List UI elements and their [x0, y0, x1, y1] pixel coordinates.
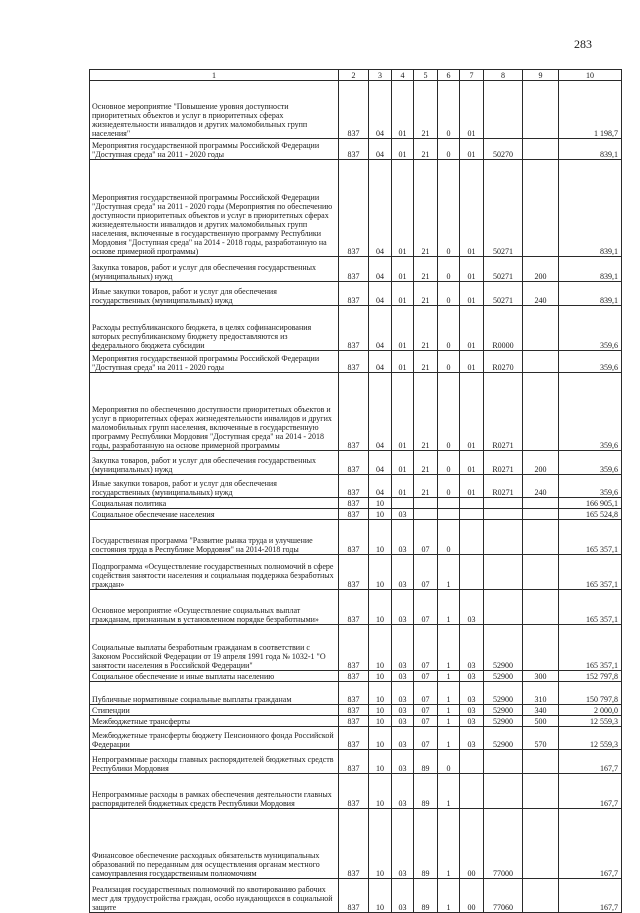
row-code: 01 [392, 451, 414, 475]
row-description: Закупка товаров, работ и услуг для обеспечения государственных (муниципальных) нужд [90, 451, 339, 475]
row-code: 837 [339, 509, 369, 520]
row-code [523, 750, 559, 774]
column-header: 4 [392, 70, 414, 81]
row-code: 04 [369, 160, 392, 257]
table-row [90, 774, 622, 809]
row-code: 21 [414, 451, 438, 475]
row-code: 89 [414, 879, 438, 913]
row-code: 1 [438, 682, 460, 705]
row-code: 77000 [484, 809, 523, 879]
row-code: 07 [414, 520, 438, 555]
row-code: 837 [339, 520, 369, 555]
row-code [484, 590, 523, 625]
row-amount: 167,7 [559, 809, 622, 879]
row-code [460, 750, 484, 774]
row-code: 1 [438, 705, 460, 716]
row-code: 01 [460, 475, 484, 498]
table-row [90, 682, 622, 705]
row-code: 00 [460, 809, 484, 879]
row-code: 01 [460, 160, 484, 257]
row-code: 21 [414, 306, 438, 351]
row-code: 03 [460, 716, 484, 727]
row-code: 21 [414, 160, 438, 257]
table-row [90, 625, 622, 671]
table-row [90, 139, 622, 160]
row-amount: 167,7 [559, 750, 622, 774]
table-row [90, 671, 622, 682]
row-code [523, 809, 559, 879]
row-code: 07 [414, 671, 438, 682]
row-code: 03 [392, 682, 414, 705]
row-description: Социальные выплаты безработным гражданам в соответствии с Законом Российской Федерации от 19 апреля 1991 года № 1032-1 "О занятости населения в Российской Федерации" [90, 625, 339, 671]
row-code: 837 [339, 590, 369, 625]
row-amount: 165 357,1 [559, 590, 622, 625]
row-code: 03 [460, 590, 484, 625]
row-code: 52900 [484, 727, 523, 750]
row-code: 10 [369, 716, 392, 727]
table-row [90, 475, 622, 498]
row-code: 00 [460, 879, 484, 913]
row-code: 03 [392, 716, 414, 727]
row-amount: 165 357,1 [559, 555, 622, 590]
row-code: 10 [369, 520, 392, 555]
row-amount: 12 559,3 [559, 716, 622, 727]
row-code: 07 [414, 727, 438, 750]
row-code [523, 373, 559, 451]
row-code: 1 [438, 625, 460, 671]
row-code [523, 160, 559, 257]
table-row [90, 509, 622, 520]
row-code: 01 [392, 257, 414, 282]
table-row [90, 590, 622, 625]
row-code: 03 [392, 509, 414, 520]
row-code: 837 [339, 257, 369, 282]
row-code: 03 [392, 750, 414, 774]
row-code: 1 [438, 774, 460, 809]
row-code: 03 [392, 671, 414, 682]
row-code: 01 [392, 475, 414, 498]
row-description: Основное мероприятие «Осуществление социальных выплат гражданам, признанным в установленном порядке безработными» [90, 590, 339, 625]
row-amount: 12 559,3 [559, 727, 622, 750]
row-code: 21 [414, 475, 438, 498]
table-row [90, 373, 622, 451]
row-code: 03 [392, 727, 414, 750]
column-header: 5 [414, 70, 438, 81]
table-row [90, 257, 622, 282]
table-row [90, 555, 622, 590]
row-code: 837 [339, 373, 369, 451]
row-code [460, 498, 484, 509]
row-code [523, 139, 559, 160]
row-code: 837 [339, 809, 369, 879]
table-row [90, 727, 622, 750]
row-code [484, 509, 523, 520]
row-code: 837 [339, 625, 369, 671]
row-code: 0 [438, 520, 460, 555]
row-code: 04 [369, 282, 392, 306]
row-code [484, 81, 523, 139]
row-code: 240 [523, 475, 559, 498]
row-code: 837 [339, 475, 369, 498]
row-code [414, 509, 438, 520]
row-code: 01 [392, 306, 414, 351]
row-description: Стипендии [90, 705, 339, 716]
row-description: Иные закупки товаров, работ и услуг для обеспечения государственных (муниципальных) нужд [90, 282, 339, 306]
row-description: Социальное обеспечение населения [90, 509, 339, 520]
row-code: 21 [414, 282, 438, 306]
row-code: R0000 [484, 306, 523, 351]
row-amount: 150 797,8 [559, 682, 622, 705]
row-amount: 359,6 [559, 451, 622, 475]
row-code: 837 [339, 498, 369, 509]
row-description: Мероприятия государственной программы Российской Федерации "Доступная среда" на 2011 - 2020 годы (Мероприятия по обеспечению доступности приоритетных объектов и услуг в приоритетных сферах жизнедеятельности инвалидов и других маломобильных групп населения, включенные в государственную программу Республики Мордовия "Доступная среда" на 2014 - 2018 годы, разработанную на основе примерной программы) [90, 160, 339, 257]
row-code: 837 [339, 451, 369, 475]
table-row [90, 879, 622, 913]
row-code: 04 [369, 351, 392, 373]
row-code: 04 [369, 81, 392, 139]
page-number: 283 [574, 37, 592, 51]
row-code: 0 [438, 282, 460, 306]
row-code [460, 520, 484, 555]
row-code: 837 [339, 774, 369, 809]
row-code: 89 [414, 750, 438, 774]
row-description: Непрограммные расходы в рамках обеспечения деятельности главных распорядителей бюджетных средств Республики Мордовия [90, 774, 339, 809]
column-header: 10 [559, 70, 622, 81]
row-code: 03 [392, 879, 414, 913]
row-code: R0271 [484, 373, 523, 451]
row-description: Социальное обеспечение и иные выплаты населению [90, 671, 339, 682]
table-row [90, 520, 622, 555]
row-code: 01 [392, 351, 414, 373]
row-code: 01 [460, 351, 484, 373]
row-description: Мероприятия государственной программы Российской Федерации "Доступная среда" на 2011 - 2020 годы [90, 139, 339, 160]
row-code: 1 [438, 809, 460, 879]
row-code: 837 [339, 81, 369, 139]
row-code: 03 [392, 520, 414, 555]
row-code: 07 [414, 590, 438, 625]
row-code: 07 [414, 705, 438, 716]
row-amount: 839,1 [559, 257, 622, 282]
table-row [90, 750, 622, 774]
row-code [438, 498, 460, 509]
row-code: 837 [339, 716, 369, 727]
row-code [460, 774, 484, 809]
row-code: 0 [438, 351, 460, 373]
row-code [523, 306, 559, 351]
row-code: 310 [523, 682, 559, 705]
row-code [523, 81, 559, 139]
table-row [90, 705, 622, 716]
row-code: 04 [369, 451, 392, 475]
row-code: 52900 [484, 671, 523, 682]
table-row [90, 809, 622, 879]
row-code: 0 [438, 257, 460, 282]
row-code: 01 [392, 81, 414, 139]
row-code: 89 [414, 809, 438, 879]
column-header: 8 [484, 70, 523, 81]
row-code: 07 [414, 682, 438, 705]
row-description: Межбюджетные трансферты бюджету Пенсионного фонда Российской Федерации [90, 727, 339, 750]
row-code: 03 [460, 671, 484, 682]
row-code: 03 [460, 705, 484, 716]
row-code: 01 [460, 139, 484, 160]
row-code: 10 [369, 727, 392, 750]
row-code: 10 [369, 555, 392, 590]
column-header: 6 [438, 70, 460, 81]
row-code: 03 [460, 682, 484, 705]
row-code: 1 [438, 555, 460, 590]
row-code: R0271 [484, 475, 523, 498]
row-code: 52900 [484, 716, 523, 727]
row-code: 10 [369, 509, 392, 520]
row-code: 0 [438, 373, 460, 451]
row-code: 837 [339, 139, 369, 160]
row-code: 04 [369, 373, 392, 451]
row-code [523, 509, 559, 520]
row-code: 21 [414, 257, 438, 282]
row-code: 89 [414, 774, 438, 809]
row-code: R0271 [484, 451, 523, 475]
row-code: 01 [392, 282, 414, 306]
row-code: R0270 [484, 351, 523, 373]
row-code: 0 [438, 139, 460, 160]
row-description: Подпрограмма «Осуществление государственных полномочий в сфере содействия занятости населения и социальная поддержка безработных граждан» [90, 555, 339, 590]
row-code: 07 [414, 555, 438, 590]
row-code [484, 555, 523, 590]
table-row [90, 81, 622, 139]
row-code: 03 [460, 625, 484, 671]
row-amount: 359,6 [559, 373, 622, 451]
row-amount: 166 905,1 [559, 498, 622, 509]
table-row [90, 160, 622, 257]
row-amount: 167,7 [559, 774, 622, 809]
row-description: Финансовое обеспечение расходных обязательств муниципальных образований по переданным для осуществления органам местного самоуправления государственным полномочиям [90, 809, 339, 879]
row-code: 0 [438, 81, 460, 139]
row-description: Мероприятия государственной программы Российской Федерации "Доступная среда" на 2011 - 2020 годы [90, 351, 339, 373]
row-code: 10 [369, 750, 392, 774]
row-code: 837 [339, 160, 369, 257]
row-code [484, 750, 523, 774]
row-code: 04 [369, 475, 392, 498]
row-code: 52900 [484, 705, 523, 716]
row-code: 01 [392, 373, 414, 451]
row-code: 1 [438, 671, 460, 682]
row-code [460, 509, 484, 520]
row-code: 837 [339, 750, 369, 774]
row-code: 0 [438, 750, 460, 774]
row-code: 01 [460, 257, 484, 282]
row-code [523, 774, 559, 809]
row-code: 21 [414, 139, 438, 160]
row-code [523, 498, 559, 509]
row-amount: 165 524,8 [559, 509, 622, 520]
table-row [90, 306, 622, 351]
row-amount: 2 000,0 [559, 705, 622, 716]
row-code: 0 [438, 475, 460, 498]
row-description: Непрограммные расходы главных распорядителей бюджетных средств Республики Мордовия [90, 750, 339, 774]
row-description: Реализация государственных полномочий по квотированию рабочих мест для трудоустройства граждан, особо нуждающихся в социальной защите [90, 879, 339, 913]
row-amount: 165 357,1 [559, 520, 622, 555]
row-code: 500 [523, 716, 559, 727]
row-code: 340 [523, 705, 559, 716]
row-code: 1 [438, 727, 460, 750]
table-row [90, 451, 622, 475]
row-code: 21 [414, 81, 438, 139]
row-amount: 839,1 [559, 160, 622, 257]
row-code: 50271 [484, 160, 523, 257]
row-code: 837 [339, 555, 369, 590]
row-description: Основное мероприятие "Повышение уровня доступности приоритетных объектов и услуг в приоритетных сферах жизнедеятельности инвалидов и других маломобильных групп населения" [90, 81, 339, 139]
row-amount: 359,6 [559, 306, 622, 351]
row-code: 03 [392, 590, 414, 625]
row-code: 50271 [484, 257, 523, 282]
column-header: 9 [523, 70, 559, 81]
table-row [90, 282, 622, 306]
row-code: 10 [369, 682, 392, 705]
row-code: 10 [369, 705, 392, 716]
row-amount: 167,7 [559, 879, 622, 913]
row-code: 04 [369, 139, 392, 160]
row-code: 837 [339, 705, 369, 716]
row-code: 21 [414, 373, 438, 451]
row-code: 50270 [484, 139, 523, 160]
row-code: 50271 [484, 282, 523, 306]
table-row [90, 498, 622, 509]
row-code: 837 [339, 671, 369, 682]
row-code [484, 774, 523, 809]
row-code: 07 [414, 716, 438, 727]
table-header-row [90, 70, 622, 81]
row-code: 10 [369, 879, 392, 913]
row-code: 01 [392, 160, 414, 257]
row-code: 10 [369, 625, 392, 671]
row-code [484, 498, 523, 509]
row-amount: 1 198,7 [559, 81, 622, 139]
row-code: 240 [523, 282, 559, 306]
row-description: Государственная программа "Развитие рынка труда и улучшение состояния труда в Республике Мордовия" на 2014-2018 годы [90, 520, 339, 555]
row-code [523, 879, 559, 913]
row-code: 10 [369, 498, 392, 509]
row-code: 01 [460, 373, 484, 451]
table-row [90, 351, 622, 373]
row-code: 03 [392, 774, 414, 809]
column-header: 7 [460, 70, 484, 81]
row-amount: 359,6 [559, 351, 622, 373]
row-code: 03 [392, 705, 414, 716]
row-code: 10 [369, 590, 392, 625]
row-code: 21 [414, 351, 438, 373]
row-code [460, 555, 484, 590]
row-code: 1 [438, 590, 460, 625]
row-code: 07 [414, 625, 438, 671]
row-code: 837 [339, 306, 369, 351]
row-code: 03 [392, 625, 414, 671]
row-code [523, 625, 559, 671]
row-code [523, 590, 559, 625]
row-code [484, 520, 523, 555]
row-description: Расходы республиканского бюджета, в целях софинансирования которых республиканскому бюджету предоставляются из федерального бюджета субсидии [90, 306, 339, 351]
row-code: 03 [392, 809, 414, 879]
column-header: 1 [90, 70, 339, 81]
row-code: 10 [369, 774, 392, 809]
row-description: Иные закупки товаров, работ и услуг для обеспечения государственных (муниципальных) нужд [90, 475, 339, 498]
row-code [438, 509, 460, 520]
row-amount: 359,6 [559, 475, 622, 498]
row-code: 52900 [484, 682, 523, 705]
budget-table [89, 69, 622, 913]
row-code: 01 [460, 282, 484, 306]
row-code: 0 [438, 160, 460, 257]
row-code: 01 [460, 81, 484, 139]
row-code: 1 [438, 879, 460, 913]
row-code: 200 [523, 257, 559, 282]
row-description: Закупка товаров, работ и услуг для обеспечения государственных (муниципальных) нужд [90, 257, 339, 282]
row-description: Межбюджетные трансферты [90, 716, 339, 727]
row-code: 04 [369, 306, 392, 351]
table-row [90, 716, 622, 727]
row-code: 570 [523, 727, 559, 750]
row-amount: 839,1 [559, 139, 622, 160]
row-amount: 152 797,8 [559, 671, 622, 682]
row-code: 04 [369, 257, 392, 282]
row-code: 837 [339, 727, 369, 750]
row-description: Социальная политика [90, 498, 339, 509]
row-description: Мероприятия по обеспечению доступности приоритетных объектов и услуг в приоритетных сферах жизнедеятельности инвалидов и других маломобильных групп населения, включенные в государственную программу Республики Мордовия "Доступная среда" на 2014 - 2018 годы, разработанную на основе примерной программы [90, 373, 339, 451]
row-code: 300 [523, 671, 559, 682]
row-code: 01 [392, 139, 414, 160]
row-code: 837 [339, 682, 369, 705]
row-code [392, 498, 414, 509]
row-code: 01 [460, 306, 484, 351]
row-code: 52900 [484, 625, 523, 671]
row-code: 200 [523, 451, 559, 475]
row-code: 77060 [484, 879, 523, 913]
row-amount: 165 357,1 [559, 625, 622, 671]
row-code: 01 [460, 451, 484, 475]
row-code [523, 351, 559, 373]
row-amount: 839,1 [559, 282, 622, 306]
row-code: 0 [438, 451, 460, 475]
column-header: 3 [369, 70, 392, 81]
row-code: 837 [339, 879, 369, 913]
column-header: 2 [339, 70, 369, 81]
row-code: 837 [339, 282, 369, 306]
row-code [414, 498, 438, 509]
row-code: 10 [369, 809, 392, 879]
row-code: 837 [339, 351, 369, 373]
row-code: 10 [369, 671, 392, 682]
row-code: 03 [392, 555, 414, 590]
row-code: 0 [438, 306, 460, 351]
row-description: Публичные нормативные социальные выплаты гражданам [90, 682, 339, 705]
row-code: 03 [460, 727, 484, 750]
row-code [523, 555, 559, 590]
row-code [523, 520, 559, 555]
row-code: 1 [438, 716, 460, 727]
